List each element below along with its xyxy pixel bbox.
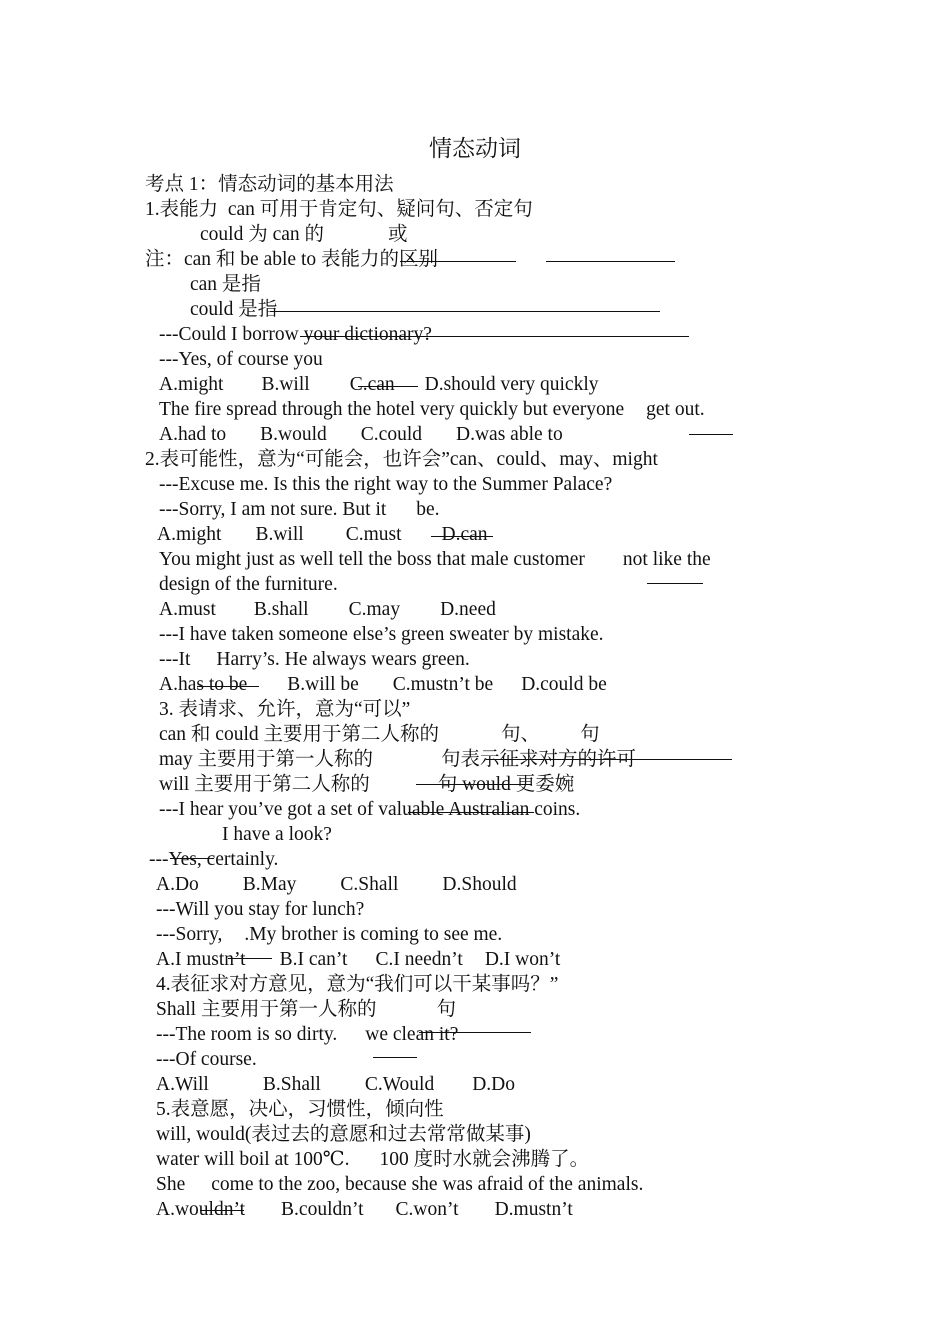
rule-line xyxy=(358,386,418,387)
text-line: water will boil at 100℃. 100 度时水就会沸腾了。 xyxy=(156,1149,590,1170)
option-row: A.has to be B.will be C.mustn’t be D.could be xyxy=(159,674,607,695)
question-line: ---The room is so dirty. we clean it? xyxy=(156,1024,459,1045)
section-heading: 考点 1：情态动词的基本用法 xyxy=(145,174,394,195)
question-line: ---Yes, of course you xyxy=(159,349,323,370)
option-row: A.might B.will C.must D.can xyxy=(157,524,488,545)
option-row: A.Do B.May C.Shall D.Should xyxy=(156,874,517,895)
question-line: design of the furniture. xyxy=(159,574,338,595)
question-line: ---Sorry, I am not sure. But it be. xyxy=(159,499,440,520)
question-line: ---Of course. xyxy=(156,1049,257,1070)
text-line: could 为 can 的 或 xyxy=(200,224,408,245)
rule-line xyxy=(228,958,272,959)
text-line: 注：can 和 be able to 表能力的区别 xyxy=(145,249,438,270)
question-line: The fire spread through the hotel very quickly but everyone get out. xyxy=(159,399,705,420)
option-row: A.wouldn’t B.couldn’t C.won’t D.mustn’t xyxy=(156,1199,573,1220)
rule-line xyxy=(200,1210,244,1211)
rule-line xyxy=(431,536,493,537)
text-line: can 是指 xyxy=(190,274,261,295)
rule-line xyxy=(689,434,733,435)
rule-line xyxy=(546,261,675,262)
section-heading: 4.表征求对方意见，意为“我们可以干某事吗？” xyxy=(156,974,559,995)
page-title: 情态动词 xyxy=(429,136,521,161)
text-line: Shall 主要用于第一人称的 句 xyxy=(156,999,456,1020)
question-line: ---Sorry, .My brother is coming to see me. xyxy=(156,924,503,945)
option-row: A.I mustn’t B.I can’t C.I needn’t D.I won’t xyxy=(156,949,561,970)
rule-line xyxy=(400,261,516,262)
text-line: may 主要用于第一人称的 句表示征求对方的许可 xyxy=(159,749,636,770)
text-line: can 和 could 主要用于第二人称的 句、 句 xyxy=(159,724,600,745)
question-line: You might just as well tell the boss that male customer not like the xyxy=(159,549,711,570)
rule-line xyxy=(197,686,259,687)
option-row: A.must B.shall C.may D.need xyxy=(159,599,496,620)
rule-line xyxy=(416,784,532,785)
option-row: A.had to B.would C.could D.was able to xyxy=(159,424,563,445)
question-line: I have a look? xyxy=(222,824,332,845)
question-line: ---Could I borrow your dictionary? xyxy=(159,324,432,345)
question-line: ---Yes, certainly. xyxy=(149,849,279,870)
question-line: ---Will you stay for lunch? xyxy=(156,899,365,920)
question-line: ---I hear you’ve got a set of valuable Australian coins. xyxy=(159,799,581,820)
rule-line xyxy=(486,759,732,760)
rule-line xyxy=(408,812,534,813)
rule-line xyxy=(270,311,660,312)
rule-line xyxy=(647,583,703,584)
section-heading: 2.表可能性，意为“可能会，也许会”can、could、may、might xyxy=(145,449,658,470)
question-line: ---I have taken someone else’s green sweater by mistake. xyxy=(159,624,604,645)
rule-line xyxy=(419,1032,531,1033)
rule-line xyxy=(300,336,689,337)
section-heading: 5.表意愿，决心，习惯性，倾向性 xyxy=(156,1099,444,1120)
text-line: will 主要用于第二人称的 句 would 更委婉 xyxy=(159,774,575,795)
text-line: could 是指 xyxy=(190,299,278,320)
rule-line xyxy=(170,858,214,859)
option-row: A.Will B.Shall C.Would D.Do xyxy=(156,1074,516,1095)
option-row: A.might B.will C.can D.should very quickly xyxy=(159,374,599,395)
question-line: ---It Harry’s. He always wears green. xyxy=(159,649,470,670)
text-line: 1.表能力 can 可用于肯定句、疑问句、否定句 xyxy=(145,199,533,220)
text-line: will, would(表过去的意愿和过去常常做某事) xyxy=(156,1124,531,1145)
question-line: She come to the zoo, because she was afraid of the animals. xyxy=(156,1174,644,1195)
rule-line xyxy=(373,1057,417,1058)
section-heading: 3. 表请求、允许，意为“可以” xyxy=(159,699,411,720)
question-line: ---Excuse me. Is this the right way to the Summer Palace? xyxy=(159,474,613,495)
